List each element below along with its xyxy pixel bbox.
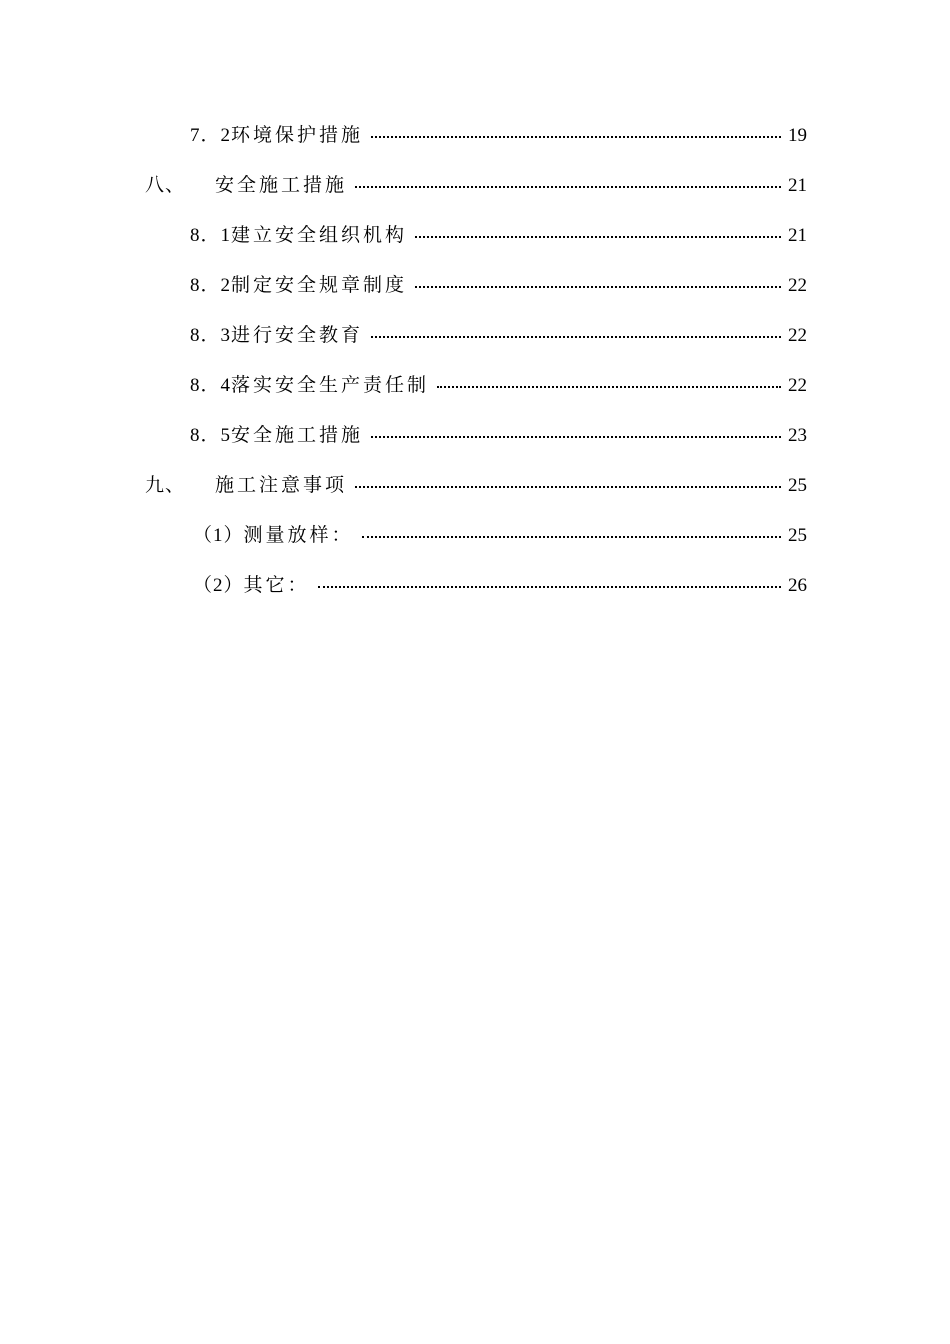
toc-entry[interactable] [145,168,807,218]
toc-entry-number: 8．5 [190,425,232,446]
toc-leader-dots [371,123,781,141]
toc-page-number: 21 [788,225,807,246]
toc-entry-number: 8．2 [190,275,232,296]
toc-leader-dots [371,423,781,441]
toc-entry-title: 测量放样： [243,525,354,546]
toc-entry-title: 施工注意事项 [215,475,348,496]
toc-entry-number: 九、 [145,475,186,496]
toc-entry[interactable] [145,568,807,618]
toc-entry-title: 环境保护措施 [231,125,364,146]
toc-entry[interactable] [145,418,807,468]
toc-entry[interactable] [145,368,807,418]
toc-entry-number: （1） [193,525,244,546]
toc-page-number: 19 [788,125,807,146]
toc-entry[interactable] [145,118,807,168]
toc-leader-dots [355,173,781,191]
toc-entry-title: 建立安全组织机构 [231,225,408,246]
toc-leader-dots [318,573,781,591]
toc-entry-title: 制定安全规章制度 [231,275,408,296]
toc-page-number: 26 [788,575,807,596]
toc-page-number: 22 [788,325,807,346]
toc-entry-number: 八、 [145,175,186,196]
toc-page-number: 25 [788,475,807,496]
toc-leader-dots [437,373,781,391]
toc-page-number: 25 [788,525,807,546]
toc-entry-number: 8．4 [190,375,232,396]
toc-page-number: 22 [788,375,807,396]
toc-entry-title: 安全施工措施 [215,175,348,196]
toc-entry[interactable] [145,218,807,268]
toc-leader-dots [371,323,781,341]
toc-entry-number: 7．2 [190,125,232,146]
toc-leader-dots [415,223,781,241]
toc-leader-dots [362,523,781,541]
toc-entry-number: （2） [193,575,244,596]
toc-entry[interactable] [145,318,807,368]
toc-entry[interactable] [145,268,807,318]
toc-entry-title: 落实安全生产责任制 [231,375,430,396]
toc-page-number: 22 [788,275,807,296]
table-of-contents [145,118,807,618]
toc-leader-dots [355,473,781,491]
toc-entry[interactable] [145,468,807,518]
toc-entry-title: 进行安全教育 [231,325,364,346]
toc-entry[interactable] [145,518,807,568]
toc-page-number: 23 [788,425,807,446]
toc-entry-number: 8．3 [190,325,232,346]
toc-entry-number: 8．1 [190,225,232,246]
toc-leader-dots [415,273,781,291]
toc-entry-title: 其它： [243,575,310,596]
toc-entry-title: 安全施工措施 [231,425,364,446]
toc-page-number: 21 [788,175,807,196]
